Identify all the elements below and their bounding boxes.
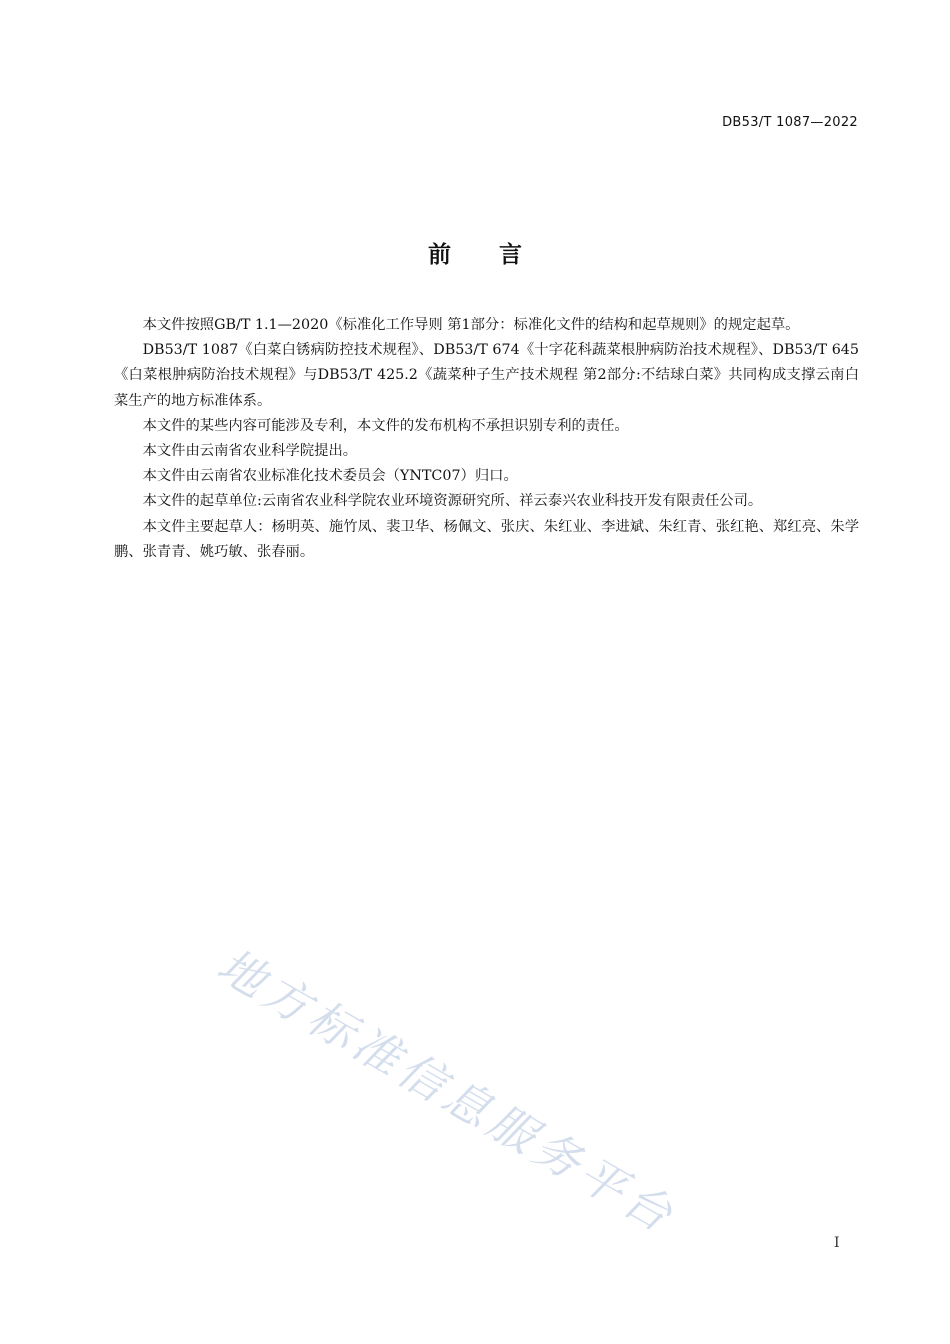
paragraph-patent-notice: 本文件的某些内容可能涉及专利，本文件的发布机构不承担识别专利的责任。 bbox=[142, 417, 629, 434]
paragraph-standard-system: DB53/T 1087《白菜白锈病防控技术规程》、DB53/T 674《十字花科蔬菜根肿病防治技术规程》、DB53/T 645《白菜根肿病防治技术规程》与DB53/T 425.2《蔬菜种子生产技术规程 第2部分:不结球白菜》共同构成支撑云南白菜生产的地方标准体系。 bbox=[114, 342, 859, 409]
standard-code: DB53/T 1087—2022 bbox=[722, 115, 858, 130]
paragraph-proposer: 本文件由云南省农业科学院提出。 bbox=[142, 443, 358, 460]
paragraph-drafting-rules: 本文件按照GB/T 1.1—2020《标准化工作导则 第1部分：标准化文件的结构和起草规则》的规定起草。 bbox=[142, 317, 800, 333]
paragraph-committee: 本文件由云南省农业标准化技术委员会（YNTC07）归口。 bbox=[142, 468, 518, 485]
page-title: 前言 bbox=[428, 242, 570, 268]
page-number: I bbox=[834, 1235, 840, 1251]
watermark: 地方标准信息服务平台 bbox=[208, 937, 686, 1245]
paragraph-drafters: 本文件主要起草人：杨明英、施竹凤、裴卫华、杨佩文、张庆、朱红业、李进斌、朱红青、张红艳、郑红亮、朱学鹏、张青青、姚巧敏、张春丽。 bbox=[114, 518, 859, 560]
foreword-body bbox=[114, 313, 859, 565]
paragraph-drafting-units: 本文件的起草单位:云南省农业科学院农业环境资源研究所、祥云泰兴农业科技开发有限责任公司。 bbox=[142, 493, 763, 510]
